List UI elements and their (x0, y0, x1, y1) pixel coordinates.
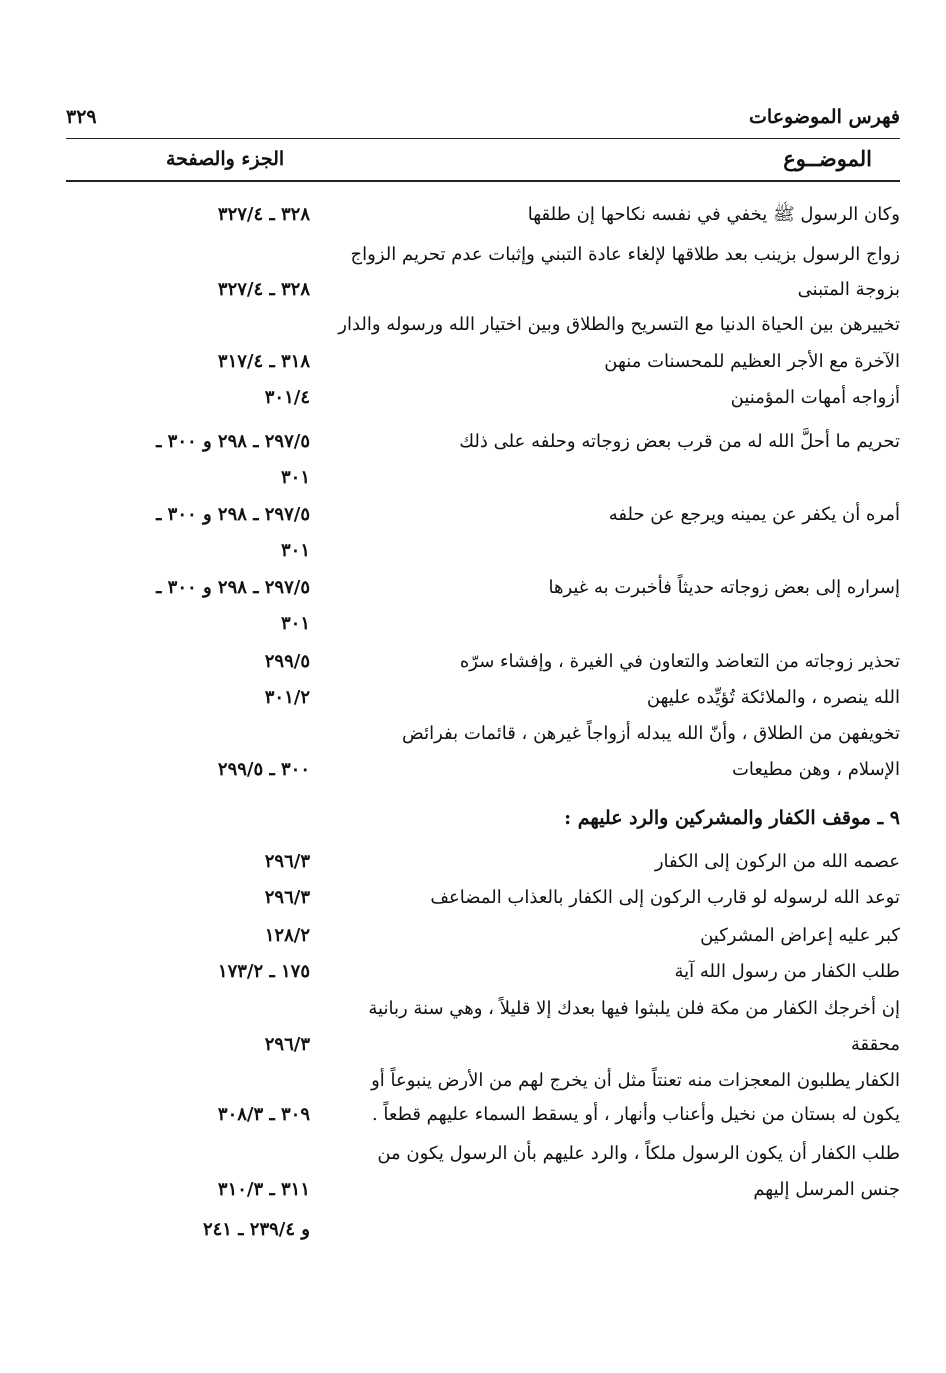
topic-line: محققة (850, 1034, 900, 1055)
page-reference: ٢٩٩/٥ (264, 651, 310, 672)
topic-line: طلب الكفار من رسول الله آية (674, 961, 900, 982)
page-reference: و ٢٣٩/٤ ـ ٢٤١ (202, 1219, 310, 1240)
column-headers (66, 142, 900, 182)
page-reference: ٣١١ ـ ٣١٠/٣ (217, 1179, 310, 1200)
page-reference: ٢٩٧/٥ ـ ٢٩٨ و ٣٠٠ ـ (156, 431, 310, 452)
topic-line: تحذير زوجاته من التعاضد والتعاون في الغيرة ، وإفشاء سرّه (459, 651, 900, 672)
topic-line: أزواجه أمهات المؤمنين (730, 387, 900, 408)
page-reference: ٢٩٦/٣ (264, 887, 310, 908)
page-reference: ١٧٥ ـ ١٧٣/٢ (217, 961, 310, 982)
topic-line: أمره أن يكفر عن يمينه ويرجع عن حلفه (608, 504, 900, 525)
page-reference: ٣٠١ (280, 467, 310, 488)
page-reference: ٢٩٦/٣ (264, 851, 310, 872)
page-reference: ٣٠١/٤ (264, 387, 310, 408)
topic-line: بزوجة المتبنى (797, 279, 900, 300)
topic-line: وكان الرسول ﷺ يخفي في نفسه نكاحها إن طلقها (527, 204, 900, 225)
topic-line: توعد الله لرسوله لو قارب الركون إلى الكفار بالعذاب المضاعف (430, 887, 900, 908)
page-number: ٣٢٩ (66, 106, 97, 128)
topic-line: عصمه الله من الركون إلى الكفار (654, 851, 900, 872)
topic-line: الإسلام ، وهن مطيعات (731, 759, 900, 780)
page-reference: ٣٠١ (280, 613, 310, 634)
page-reference: ٣١٨ ـ ٣١٧/٤ (217, 351, 310, 372)
topic-column-header: الموضــوع (783, 146, 872, 171)
topic-line: يكون له بستان من نخيل وأعناب وأنهار ، أو يسقط السماء عليهم قطعاً . (371, 1104, 900, 1125)
topic-line: الآخرة مع الأجر العظيم للمحسنات منهن (604, 351, 900, 372)
topic-line: جنس المرسل إليهم (753, 1179, 900, 1200)
topic-line: إن أخرجك الكفار من مكة فلن يلبثوا فيها بعدك إلا قليلاً ، وهي سنة ربانية (368, 998, 900, 1019)
page-reference: ٣٠٩ ـ ٣٠٨/٣ (217, 1104, 310, 1125)
reference-column-header: الجزء والصفحة (166, 148, 285, 170)
page-reference: ٣٠٠ ـ ٢٩٩/٥ (217, 759, 310, 780)
topic-line: الكفار يطلبون المعجزات منه تعنتاً مثل أن يخرج لهم من الأرض ينبوعاً أو (371, 1070, 900, 1091)
topic-line: إسراره إلى بعض زوجاته حديثاً فأخبرت به غيرها (548, 577, 900, 598)
topic-line: طلب الكفار أن يكون الرسول ملكاً ، والرد عليهم بأن الرسول يكون من (377, 1143, 900, 1164)
page-reference: ٢٩٧/٥ ـ ٢٩٨ و ٣٠٠ ـ (156, 504, 310, 525)
page-reference: ٢٩٧/٥ ـ ٢٩٨ و ٣٠٠ ـ (156, 577, 310, 598)
topic-line: زواج الرسول بزينب بعد طلاقها لإلغاء عادة التبني وإثبات عدم تحريم الزواج (350, 244, 900, 265)
running-header (66, 104, 900, 139)
page-reference: ٣٠١/٢ (264, 687, 310, 708)
running-title: فهرس الموضوعات (749, 106, 900, 128)
page-reference: ٣٠١ (280, 540, 310, 561)
page-reference: ٣٢٨ ـ ٣٢٧/٤ (217, 279, 310, 300)
topic-line: كبر عليه إعراض المشركين (700, 925, 900, 946)
topic-line: الله ينصره ، والملائكة تُؤيِّده عليهن (646, 687, 900, 708)
topic-line: تخييرهن بين الحياة الدنيا مع التسريح والطلاق وبين اختيار الله ورسوله والدار (338, 314, 900, 335)
page-reference: ٣٢٨ ـ ٣٢٧/٤ (217, 204, 310, 225)
page-reference: ٢٩٦/٣ (264, 1034, 310, 1055)
topic-line: تحريم ما أحلَّ الله له من قرب بعض زوجاته وحلفه على ذلك (459, 431, 900, 452)
section-heading: ٩ ـ موقف الكفار والمشركين والرد عليهم : (564, 807, 900, 829)
topic-line: تخويفهن من الطلاق ، وأنّ الله يبدله أزواجاً غيرهن ، قائمات بفرائض (402, 723, 900, 744)
page-reference: ١٢٨/٢ (264, 925, 310, 946)
